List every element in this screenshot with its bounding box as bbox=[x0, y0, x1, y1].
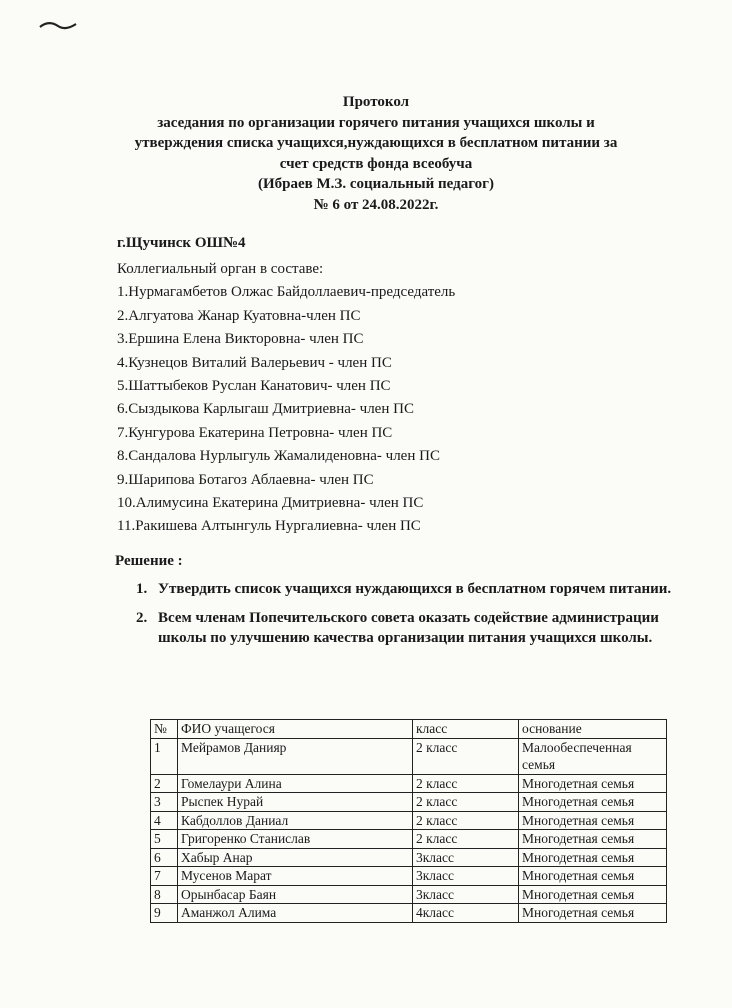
member-item: 10.Алимусина Екатерина Дмитриевна- член ПС bbox=[117, 495, 424, 512]
decision-heading: Решение : bbox=[115, 553, 183, 569]
cell-class: 3класс bbox=[413, 867, 519, 886]
title-line: заседания по организации горячего питания учащихся школы и bbox=[157, 114, 595, 131]
member-item: 9.Шарипова Ботагоз Аблаевна- член ПС bbox=[117, 471, 374, 488]
table-row bbox=[151, 793, 667, 812]
cell-name: Орынбасар Баян bbox=[178, 885, 413, 904]
cell-class: 4класс bbox=[413, 904, 519, 923]
title-line: утверждения списка учащихся,нуждающихся в бесплатном питании за bbox=[134, 135, 618, 151]
cell-number: 9 bbox=[151, 904, 178, 923]
cell-number: 4 bbox=[151, 811, 178, 830]
header-name: ФИО учащегося bbox=[178, 720, 413, 739]
table-row bbox=[151, 811, 667, 830]
header-class: класс bbox=[413, 720, 519, 739]
member-item: 3.Ершина Елена Викторовна- член ПС bbox=[117, 331, 364, 348]
title-line: (Ибраев М.З. социальный педагог) bbox=[258, 176, 494, 192]
member-item: 5.Шаттыбеков Руслан Канатович- член ПС bbox=[117, 378, 391, 395]
cell-basis: Многодетная семья bbox=[519, 867, 667, 886]
cell-name: Гомелаури Алина bbox=[178, 774, 413, 793]
cell-basis: Малообеспеченная семья bbox=[519, 738, 667, 774]
header-number: № bbox=[151, 720, 178, 739]
member-item: 6.Сыздыкова Карлыгаш Дмитриевна- член ПС bbox=[117, 401, 414, 418]
cell-name: Хабыр Анар bbox=[178, 848, 413, 867]
pen-stroke-mark bbox=[38, 18, 78, 32]
member-item: 8.Сандалова Нурлыгуль Жамалиденовна- член ПС bbox=[117, 448, 440, 465]
table-row bbox=[151, 848, 667, 867]
cell-number: 2 bbox=[151, 774, 178, 793]
cell-name: Аманжол Алима bbox=[178, 904, 413, 923]
table-row bbox=[151, 774, 667, 793]
decision-number: 2. bbox=[136, 610, 148, 626]
cell-name: Рыспек Нурай bbox=[178, 793, 413, 812]
table-row bbox=[151, 904, 667, 923]
cell-class: 2 класс bbox=[413, 793, 519, 812]
member-item: 1.Нурмагамбетов Олжас Байдоллаевич-председатель bbox=[117, 284, 456, 301]
decision-text: Утвердить список учащихся нуждающихся в бесплатном горячем питании. bbox=[158, 581, 672, 597]
composition-block bbox=[117, 258, 455, 539]
decision-item bbox=[136, 608, 676, 648]
cell-basis: Многодетная семья bbox=[519, 848, 667, 867]
cell-name: Кабдоллов Даниал bbox=[178, 811, 413, 830]
decision-number: 1. bbox=[136, 581, 148, 597]
member-item: 7.Кунгурова Екатерина Петровна- член ПС bbox=[117, 424, 393, 441]
cell-number: 8 bbox=[151, 885, 178, 904]
location-line: г.Щучинск ОШ№4 bbox=[117, 235, 246, 251]
cell-class: 2 класс bbox=[413, 830, 519, 849]
cell-number: 6 bbox=[151, 848, 178, 867]
table-row bbox=[151, 738, 667, 774]
table-row bbox=[151, 830, 667, 849]
cell-name: Мейрамов Данияр bbox=[178, 738, 413, 774]
document-title bbox=[0, 92, 732, 215]
table-row bbox=[151, 867, 667, 886]
header-basis: основание bbox=[519, 720, 667, 739]
cell-number: 5 bbox=[151, 830, 178, 849]
cell-class: 3класс bbox=[413, 885, 519, 904]
cell-number: 1 bbox=[151, 738, 178, 774]
title-line: счет средств фонда всеобуча bbox=[279, 155, 473, 172]
cell-basis: Многодетная семья bbox=[519, 774, 667, 793]
member-item: 11.Ракишева Алтынгуль Нургалиевна- член ПС bbox=[117, 518, 421, 535]
cell-basis: Многодетная семья bbox=[519, 904, 667, 923]
decision-list bbox=[136, 579, 676, 657]
cell-class: 2 класс bbox=[413, 738, 519, 774]
member-item: 4.Кузнецов Виталий Валерьевич - член ПС bbox=[117, 354, 392, 371]
cell-basis: Многодетная семья bbox=[519, 830, 667, 849]
composition-intro: Коллегиальный орган в составе: bbox=[117, 261, 324, 277]
cell-class: 2 класс bbox=[413, 774, 519, 793]
member-item: 2.Алгуатова Жанар Куатовна-член ПС bbox=[117, 307, 361, 324]
table-row bbox=[151, 885, 667, 904]
students-table bbox=[150, 719, 667, 923]
cell-class: 3класс bbox=[413, 848, 519, 867]
title-line: Протокол bbox=[342, 94, 410, 110]
cell-number: 7 bbox=[151, 867, 178, 886]
cell-name: Мусенов Марат bbox=[178, 867, 413, 886]
decision-text: Всем членам Попечительского совета оказать содействие администрации школы по улучшению качества организации питания учащихся школы. bbox=[158, 610, 659, 646]
cell-basis: Многодетная семья bbox=[519, 793, 667, 812]
title-line: № 6 от 24.08.2022г. bbox=[313, 196, 439, 213]
cell-basis: Многодетная семья bbox=[519, 885, 667, 904]
cell-basis: Многодетная семья bbox=[519, 811, 667, 830]
cell-class: 2 класс bbox=[413, 811, 519, 830]
cell-number: 3 bbox=[151, 793, 178, 812]
table-header-row bbox=[151, 720, 667, 739]
decision-item bbox=[136, 579, 676, 599]
cell-name: Григоренко Станислав bbox=[178, 830, 413, 849]
